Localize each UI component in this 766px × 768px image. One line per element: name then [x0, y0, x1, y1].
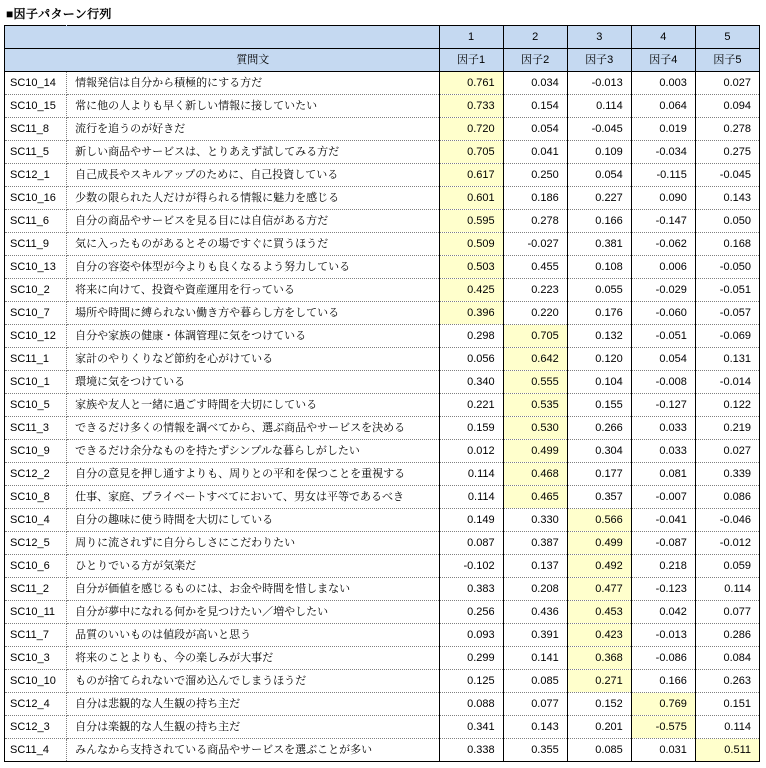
factor-loading-1: 0.617 [439, 164, 503, 187]
row-item-id: SC10_7 [5, 302, 67, 325]
factor-loading-2: 0.465 [503, 486, 567, 509]
factor-loading-1: 0.595 [439, 210, 503, 233]
factor-loading-2: 0.555 [503, 371, 567, 394]
factor-loading-2: 0.355 [503, 739, 567, 762]
factor-loading-1: 0.761 [439, 72, 503, 95]
factor-loading-3: 0.381 [567, 233, 631, 256]
table-row [5, 463, 760, 486]
factor-number-4: 4 [631, 26, 695, 49]
row-question-text: 少数の限られた人だけが得られる情報に魅力を感じる [67, 187, 439, 210]
factor-loading-4: -0.123 [631, 578, 695, 601]
row-item-id: SC11_8 [5, 118, 67, 141]
table-row [5, 118, 760, 141]
factor-loading-3: 0.152 [567, 693, 631, 716]
factor-loading-5: -0.069 [695, 325, 759, 348]
factor-loading-1: 0.256 [439, 601, 503, 624]
row-item-id: SC11_2 [5, 578, 67, 601]
table-row [5, 164, 760, 187]
factor-loading-2: 0.077 [503, 693, 567, 716]
factor-loading-5: 0.084 [695, 647, 759, 670]
factor-loading-4: 0.019 [631, 118, 695, 141]
factor-loading-3: 0.055 [567, 279, 631, 302]
factor-loading-4: 0.769 [631, 693, 695, 716]
factor-loading-3: 0.166 [567, 210, 631, 233]
factor-loading-1: 0.720 [439, 118, 503, 141]
factor-loading-5: 0.511 [695, 739, 759, 762]
row-item-id: SC10_8 [5, 486, 67, 509]
row-item-id: SC10_12 [5, 325, 67, 348]
row-item-id: SC10_16 [5, 187, 67, 210]
row-item-id: SC10_9 [5, 440, 67, 463]
factor-loading-3: 0.108 [567, 256, 631, 279]
header-corner-left [5, 26, 67, 49]
factor-loading-5: -0.050 [695, 256, 759, 279]
table-row [5, 233, 760, 256]
factor-loading-1: 0.114 [439, 463, 503, 486]
factor-loading-4: 0.006 [631, 256, 695, 279]
row-item-id: SC10_3 [5, 647, 67, 670]
table-row [5, 371, 760, 394]
factor-loading-1: 0.114 [439, 486, 503, 509]
factor-label-2: 因子2 [503, 49, 567, 72]
factor-loading-2: 0.054 [503, 118, 567, 141]
factor-loading-5: -0.057 [695, 302, 759, 325]
factor-loading-2: 0.530 [503, 417, 567, 440]
factor-loading-3: 0.054 [567, 164, 631, 187]
row-question-text: 気に入ったものがあるとその場ですぐに買うほうだ [67, 233, 439, 256]
factor-loading-5: -0.046 [695, 509, 759, 532]
table-row [5, 716, 760, 739]
factor-loading-4: -0.127 [631, 394, 695, 417]
row-question-text: できるだけ余分なものを持たずシンプルな暮らしがしたい [67, 440, 439, 463]
table-header [5, 26, 760, 72]
factor-loading-1: 0.159 [439, 417, 503, 440]
table-row [5, 440, 760, 463]
factor-loading-2: 0.250 [503, 164, 567, 187]
factor-loading-4: -0.575 [631, 716, 695, 739]
factor-loading-5: -0.045 [695, 164, 759, 187]
table-row [5, 532, 760, 555]
factor-loading-3: 0.227 [567, 187, 631, 210]
row-item-id: SC10_5 [5, 394, 67, 417]
factor-loading-1: 0.088 [439, 693, 503, 716]
table-row [5, 95, 760, 118]
factor-loading-1: 0.093 [439, 624, 503, 647]
factor-loading-1: 0.299 [439, 647, 503, 670]
factor-loading-5: 0.151 [695, 693, 759, 716]
factor-loading-1: 0.705 [439, 141, 503, 164]
row-item-id: SC12_1 [5, 164, 67, 187]
factor-loading-2: 0.535 [503, 394, 567, 417]
factor-loading-5: -0.051 [695, 279, 759, 302]
factor-loading-2: 0.455 [503, 256, 567, 279]
factor-loading-5: 0.219 [695, 417, 759, 440]
row-item-id: SC10_14 [5, 72, 67, 95]
factor-loading-2: 0.391 [503, 624, 567, 647]
factor-loading-4: -0.013 [631, 624, 695, 647]
factor-loading-1: 0.087 [439, 532, 503, 555]
factor-loading-2: 0.387 [503, 532, 567, 555]
factor-loading-5: -0.014 [695, 371, 759, 394]
row-item-id: SC11_6 [5, 210, 67, 233]
factor-number-5: 5 [695, 26, 759, 49]
factor-loading-2: -0.027 [503, 233, 567, 256]
table-row [5, 670, 760, 693]
factor-loading-2: 0.208 [503, 578, 567, 601]
factor-loading-2: 0.468 [503, 463, 567, 486]
factor-loading-5: 0.122 [695, 394, 759, 417]
factor-loading-4: -0.062 [631, 233, 695, 256]
factor-loading-5: 0.278 [695, 118, 759, 141]
factor-loading-4: 0.081 [631, 463, 695, 486]
row-item-id: SC10_11 [5, 601, 67, 624]
factor-loading-4: -0.051 [631, 325, 695, 348]
row-item-id: SC10_2 [5, 279, 67, 302]
factor-loading-2: 0.186 [503, 187, 567, 210]
factor-loading-3: 0.155 [567, 394, 631, 417]
factor-loading-5: 0.114 [695, 716, 759, 739]
factor-loading-5: 0.168 [695, 233, 759, 256]
row-item-id: SC12_5 [5, 532, 67, 555]
factor-loading-2: 0.436 [503, 601, 567, 624]
factor-loading-2: 0.034 [503, 72, 567, 95]
table-row [5, 141, 760, 164]
row-question-text: みんなから支持されている商品やサービスを選ぶことが多い [67, 739, 439, 762]
factor-loading-2: 0.223 [503, 279, 567, 302]
factor-loading-1: 0.012 [439, 440, 503, 463]
factor-loading-5: 0.086 [695, 486, 759, 509]
factor-loading-2: 0.499 [503, 440, 567, 463]
factor-loading-1: 0.396 [439, 302, 503, 325]
row-item-id: SC10_4 [5, 509, 67, 532]
factor-loading-5: 0.339 [695, 463, 759, 486]
table-row [5, 647, 760, 670]
factor-loading-1: 0.125 [439, 670, 503, 693]
table-row [5, 601, 760, 624]
factor-loading-4: -0.008 [631, 371, 695, 394]
factor-loading-5: -0.012 [695, 532, 759, 555]
row-question-text: 自分は悲観的な人生観の持ち主だ [67, 693, 439, 716]
factor-label-3: 因子3 [567, 49, 631, 72]
row-item-id: SC10_1 [5, 371, 67, 394]
table-row [5, 509, 760, 532]
table-row [5, 348, 760, 371]
row-question-text: 家族や友人と一緒に過ごす時間を大切にしている [67, 394, 439, 417]
factor-loading-5: 0.027 [695, 72, 759, 95]
factor-loading-4: 0.003 [631, 72, 695, 95]
row-item-id: SC11_5 [5, 141, 67, 164]
factor-loading-1: 0.503 [439, 256, 503, 279]
table-row [5, 187, 760, 210]
table-row [5, 486, 760, 509]
factor-loading-1: 0.425 [439, 279, 503, 302]
row-item-id: SC11_7 [5, 624, 67, 647]
factor-loading-3: 0.304 [567, 440, 631, 463]
factor-loading-4: -0.060 [631, 302, 695, 325]
factor-loading-3: 0.266 [567, 417, 631, 440]
row-question-text: ものが捨てられないで溜め込んでしまうほうだ [67, 670, 439, 693]
row-question-text: 品質のいいものは値段が高いと思う [67, 624, 439, 647]
factor-loading-2: 0.041 [503, 141, 567, 164]
factor-loading-5: 0.027 [695, 440, 759, 463]
row-question-text: 自分の趣味に使う時間を大切にしている [67, 509, 439, 532]
row-item-id: SC11_3 [5, 417, 67, 440]
factor-loading-3: 0.114 [567, 95, 631, 118]
factor-loading-3: 0.201 [567, 716, 631, 739]
factor-loading-4: -0.087 [631, 532, 695, 555]
row-question-text: 自分が価値を感じるものには、お金や時間を惜しまない [67, 578, 439, 601]
factor-loading-5: 0.275 [695, 141, 759, 164]
factor-loading-5: 0.286 [695, 624, 759, 647]
row-question-text: 常に他の人よりも早く新しい情報に接していたい [67, 95, 439, 118]
factor-loading-4: -0.029 [631, 279, 695, 302]
factor-loading-2: 0.705 [503, 325, 567, 348]
factor-loading-4: -0.086 [631, 647, 695, 670]
factor-loading-1: 0.341 [439, 716, 503, 739]
factor-loading-5: 0.050 [695, 210, 759, 233]
factor-loading-4: -0.041 [631, 509, 695, 532]
factor-loading-4: 0.054 [631, 348, 695, 371]
row-question-text: 流行を追うのが好きだ [67, 118, 439, 141]
factor-loading-5: 0.059 [695, 555, 759, 578]
factor-loading-5: 0.131 [695, 348, 759, 371]
row-question-text: 周りに流されずに自分らしさにこだわりたい [67, 532, 439, 555]
factor-loading-1: 0.338 [439, 739, 503, 762]
table-row [5, 210, 760, 233]
row-question-text: 自分が夢中になれる何かを見つけたい／増やしたい [67, 601, 439, 624]
factor-loading-3: 0.176 [567, 302, 631, 325]
factor-loading-4: -0.115 [631, 164, 695, 187]
header-corner-right [67, 26, 439, 49]
row-item-id: SC10_13 [5, 256, 67, 279]
factor-loading-3: -0.013 [567, 72, 631, 95]
row-question-text: できるだけ多くの情報を調べてから、選ぶ商品やサービスを決める [67, 417, 439, 440]
header-row-labels [5, 49, 760, 72]
table-row [5, 279, 760, 302]
header-question-label: 質問文 [67, 49, 439, 72]
factor-loading-4: 0.033 [631, 417, 695, 440]
factor-loading-3: 0.492 [567, 555, 631, 578]
row-question-text: 将来のことよりも、今の楽しみが大事だ [67, 647, 439, 670]
row-item-id: SC11_1 [5, 348, 67, 371]
header-row-numbers [5, 26, 760, 49]
table-row [5, 578, 760, 601]
table-row [5, 394, 760, 417]
row-question-text: 仕事、家庭、プライベートすべてにおいて、男女は平等であるべき [67, 486, 439, 509]
factor-loading-1: 0.601 [439, 187, 503, 210]
factor-loading-1: 0.340 [439, 371, 503, 394]
table-row [5, 72, 760, 95]
factor-loading-4: 0.090 [631, 187, 695, 210]
table-row [5, 693, 760, 716]
factor-loading-3: -0.045 [567, 118, 631, 141]
row-question-text: ひとりでいる方が気楽だ [67, 555, 439, 578]
row-question-text: 自分の商品やサービスを見る目には自信がある方だ [67, 210, 439, 233]
row-question-text: 自分や家族の健康・体調管理に気をつけている [67, 325, 439, 348]
row-question-text: 新しい商品やサービスは、とりあえず試してみる方だ [67, 141, 439, 164]
factor-loading-4: 0.166 [631, 670, 695, 693]
factor-loading-3: 0.566 [567, 509, 631, 532]
factor-loading-2: 0.154 [503, 95, 567, 118]
factor-loading-3: 0.109 [567, 141, 631, 164]
factor-number-3: 3 [567, 26, 631, 49]
factor-loading-5: 0.143 [695, 187, 759, 210]
row-question-text: 将来に向けて、投資や資産運用を行っている [67, 279, 439, 302]
factor-loading-4: 0.042 [631, 601, 695, 624]
row-item-id: SC12_3 [5, 716, 67, 739]
factor-loading-5: 0.114 [695, 578, 759, 601]
table-row [5, 325, 760, 348]
factor-loading-5: 0.263 [695, 670, 759, 693]
factor-loading-1: 0.056 [439, 348, 503, 371]
row-question-text: 自分の容姿や体型が今よりも良くなるよう努力している [67, 256, 439, 279]
row-item-id: SC12_2 [5, 463, 67, 486]
header-id-column [5, 49, 67, 72]
factor-loading-3: 0.368 [567, 647, 631, 670]
factor-loading-1: 0.298 [439, 325, 503, 348]
factor-loading-1: 0.221 [439, 394, 503, 417]
table-row [5, 256, 760, 279]
factor-label-1: 因子1 [439, 49, 503, 72]
row-item-id: SC10_6 [5, 555, 67, 578]
factor-loading-2: 0.141 [503, 647, 567, 670]
factor-loading-1: 0.383 [439, 578, 503, 601]
factor-loading-1: 0.733 [439, 95, 503, 118]
row-item-id: SC10_15 [5, 95, 67, 118]
factor-loading-3: 0.477 [567, 578, 631, 601]
table-body [5, 72, 760, 762]
row-question-text: 環境に気をつけている [67, 371, 439, 394]
table-row [5, 417, 760, 440]
factor-label-4: 因子4 [631, 49, 695, 72]
factor-loading-3: 0.499 [567, 532, 631, 555]
factor-number-2: 2 [503, 26, 567, 49]
table-row [5, 555, 760, 578]
row-question-text: 自分は楽観的な人生観の持ち主だ [67, 716, 439, 739]
factor-loading-4: 0.218 [631, 555, 695, 578]
factor-loading-4: -0.034 [631, 141, 695, 164]
factor-loading-4: 0.031 [631, 739, 695, 762]
factor-loading-3: 0.357 [567, 486, 631, 509]
row-question-text: 場所や時間に縛られない働き方や暮らし方をしている [67, 302, 439, 325]
page-title: ■因子パターン行列 [6, 7, 112, 21]
table-row [5, 624, 760, 647]
factor-label-5: 因子5 [695, 49, 759, 72]
factor-loading-2: 0.085 [503, 670, 567, 693]
factor-loading-1: 0.149 [439, 509, 503, 532]
factor-loading-2: 0.143 [503, 716, 567, 739]
factor-loading-1: -0.102 [439, 555, 503, 578]
factor-loading-4: 0.064 [631, 95, 695, 118]
factor-loading-2: 0.220 [503, 302, 567, 325]
row-item-id: SC11_9 [5, 233, 67, 256]
factor-loading-3: 0.177 [567, 463, 631, 486]
factor-loading-3: 0.271 [567, 670, 631, 693]
factor-loading-1: 0.509 [439, 233, 503, 256]
factor-loading-2: 0.137 [503, 555, 567, 578]
factor-loading-3: 0.423 [567, 624, 631, 647]
row-question-text: 情報発信は自分から積極的にする方だ [67, 72, 439, 95]
table-row [5, 302, 760, 325]
row-question-text: 自己成長やスキルアップのために、自己投資している [67, 164, 439, 187]
factor-loading-3: 0.104 [567, 371, 631, 394]
row-item-id: SC12_4 [5, 693, 67, 716]
factor-pattern-table [4, 25, 760, 762]
factor-loading-4: 0.033 [631, 440, 695, 463]
factor-loading-4: -0.007 [631, 486, 695, 509]
factor-loading-2: 0.642 [503, 348, 567, 371]
factor-number-1: 1 [439, 26, 503, 49]
row-item-id: SC10_10 [5, 670, 67, 693]
factor-loading-3: 0.085 [567, 739, 631, 762]
factor-loading-2: 0.278 [503, 210, 567, 233]
row-question-text: 自分の意見を押し通すよりも、周りとの平和を保つことを重視する [67, 463, 439, 486]
factor-loading-3: 0.132 [567, 325, 631, 348]
row-question-text: 家計のやりくりなど節約を心がけている [67, 348, 439, 371]
factor-loading-5: 0.094 [695, 95, 759, 118]
factor-loading-5: 0.077 [695, 601, 759, 624]
row-item-id: SC11_4 [5, 739, 67, 762]
factor-loading-3: 0.120 [567, 348, 631, 371]
factor-loading-4: -0.147 [631, 210, 695, 233]
factor-loading-3: 0.453 [567, 601, 631, 624]
table-row [5, 739, 760, 762]
factor-loading-2: 0.330 [503, 509, 567, 532]
